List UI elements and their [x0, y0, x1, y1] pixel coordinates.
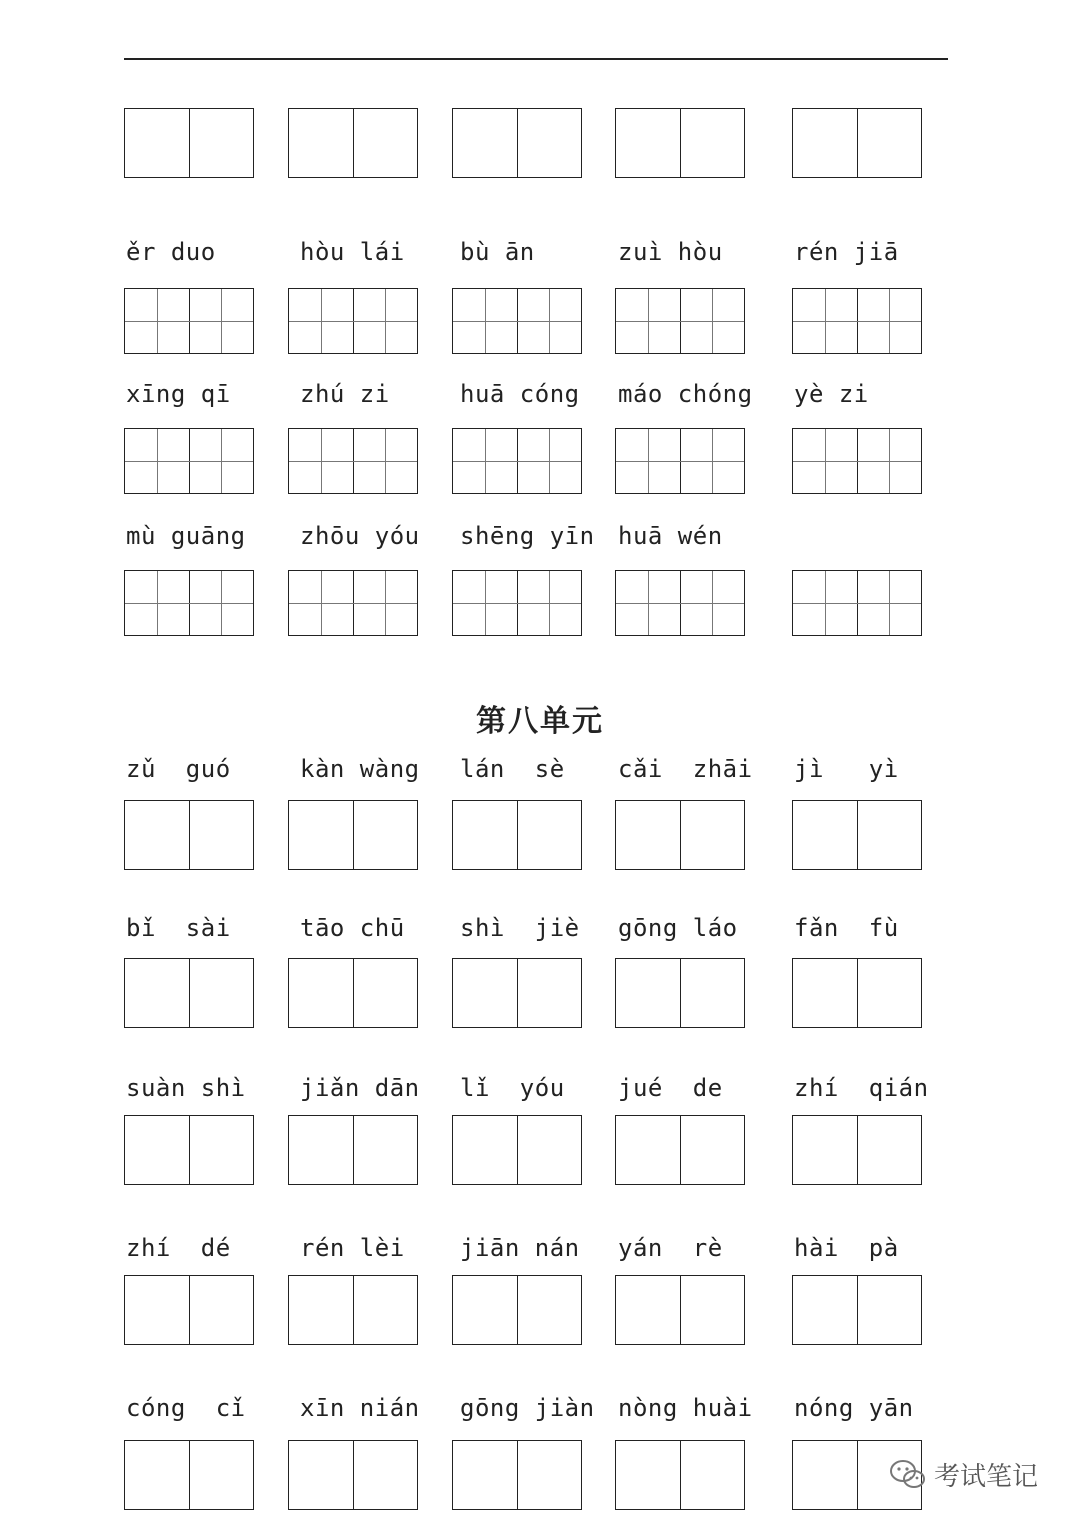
pinyin-label: lán sè: [460, 755, 565, 783]
pinyin-label: huā wén: [618, 522, 723, 550]
writing-grid[interactable]: [792, 288, 922, 354]
writing-grid[interactable]: [452, 1275, 582, 1345]
writing-grid[interactable]: [452, 958, 582, 1028]
pinyin-label: bǐ sài: [126, 914, 231, 942]
writing-grid[interactable]: [288, 570, 418, 636]
writing-grid[interactable]: [124, 1275, 254, 1345]
pinyin-label: bù ān: [460, 238, 535, 266]
pinyin-label: jiān nán: [460, 1234, 580, 1262]
writing-grid[interactable]: [452, 288, 582, 354]
writing-grid[interactable]: [124, 1115, 254, 1185]
pinyin-label: cóng cǐ: [126, 1394, 246, 1422]
writing-grid[interactable]: [792, 570, 922, 636]
pinyin-label: fǎn fù: [794, 914, 899, 942]
pinyin-label: máo chóng: [618, 380, 753, 408]
writing-grid[interactable]: [124, 1440, 254, 1510]
pinyin-label: zhōu yóu: [300, 522, 420, 550]
pinyin-label: zǔ guó: [126, 755, 231, 783]
pinyin-label: nóng yān: [794, 1394, 914, 1422]
pinyin-label: xīn nián: [300, 1394, 420, 1422]
writing-grid[interactable]: [124, 570, 254, 636]
writing-grid[interactable]: [124, 800, 254, 870]
writing-grid[interactable]: [615, 428, 745, 494]
writing-grid[interactable]: [615, 1115, 745, 1185]
writing-grid[interactable]: [288, 958, 418, 1028]
writing-grid[interactable]: [288, 1115, 418, 1185]
writing-grid[interactable]: [124, 108, 254, 178]
pinyin-label: yán rè: [618, 1234, 723, 1262]
pinyin-label: jiǎn dān: [300, 1074, 420, 1102]
writing-grid[interactable]: [615, 570, 745, 636]
writing-grid[interactable]: [452, 108, 582, 178]
writing-grid[interactable]: [615, 1275, 745, 1345]
pinyin-label: shēng yīn: [460, 522, 595, 550]
pinyin-label: hòu lái: [300, 238, 405, 266]
writing-grid[interactable]: [288, 1275, 418, 1345]
pinyin-label: jì yì: [794, 755, 899, 783]
pinyin-label: kàn wàng: [300, 755, 420, 783]
writing-grid[interactable]: [615, 288, 745, 354]
pinyin-label: rén lèi: [300, 1234, 405, 1262]
writing-grid[interactable]: [615, 958, 745, 1028]
pinyin-label: xīng qī: [126, 380, 231, 408]
writing-grid[interactable]: [792, 958, 922, 1028]
writing-grid[interactable]: [288, 428, 418, 494]
top-rule: [124, 58, 948, 60]
writing-grid[interactable]: [452, 570, 582, 636]
writing-grid[interactable]: [615, 1440, 745, 1510]
writing-grid[interactable]: [452, 1440, 582, 1510]
writing-grid[interactable]: [792, 428, 922, 494]
watermark: [888, 1456, 1038, 1493]
pinyin-label: nòng huài: [618, 1394, 753, 1422]
writing-grid[interactable]: [792, 108, 922, 178]
writing-grid[interactable]: [452, 1115, 582, 1185]
pinyin-label: tāo chū: [300, 914, 405, 942]
pinyin-label: gōng jiàn: [460, 1394, 595, 1422]
pinyin-label: yè zi: [794, 380, 869, 408]
writing-grid[interactable]: [792, 1115, 922, 1185]
pinyin-label: zhú zi: [300, 380, 390, 408]
pinyin-label: zuì hòu: [618, 238, 723, 266]
writing-grid[interactable]: [615, 108, 745, 178]
pinyin-label: mù guāng: [126, 522, 246, 550]
pinyin-label: cǎi zhāi: [618, 755, 753, 783]
pinyin-label: jué de: [618, 1074, 723, 1102]
writing-grid[interactable]: [288, 1440, 418, 1510]
pinyin-label: suàn shì: [126, 1074, 246, 1102]
pinyin-label: ěr duo: [126, 238, 216, 266]
pinyin-label: lǐ yóu: [460, 1074, 565, 1102]
writing-grid[interactable]: [615, 800, 745, 870]
writing-grid[interactable]: [452, 428, 582, 494]
writing-grid[interactable]: [288, 108, 418, 178]
pinyin-label: hài pà: [794, 1234, 899, 1262]
pinyin-label: shì jiè: [460, 914, 580, 942]
writing-grid[interactable]: [792, 1275, 922, 1345]
pinyin-label: rén jiā: [794, 238, 899, 266]
writing-grid[interactable]: [792, 800, 922, 870]
pinyin-label: huā cóng: [460, 380, 580, 408]
writing-grid[interactable]: [288, 288, 418, 354]
writing-grid[interactable]: [124, 958, 254, 1028]
writing-grid[interactable]: [288, 800, 418, 870]
writing-grid[interactable]: [124, 428, 254, 494]
wechat-icon: [888, 1457, 928, 1493]
watermark-text: 考试笔记: [934, 1462, 1039, 1492]
writing-grid[interactable]: [124, 288, 254, 354]
pinyin-label: zhí qián: [794, 1074, 929, 1102]
pinyin-label: zhí dé: [126, 1234, 231, 1262]
section-title: 第八单元: [476, 704, 604, 739]
pinyin-label: gōng láo: [618, 914, 738, 942]
writing-grid[interactable]: [452, 800, 582, 870]
